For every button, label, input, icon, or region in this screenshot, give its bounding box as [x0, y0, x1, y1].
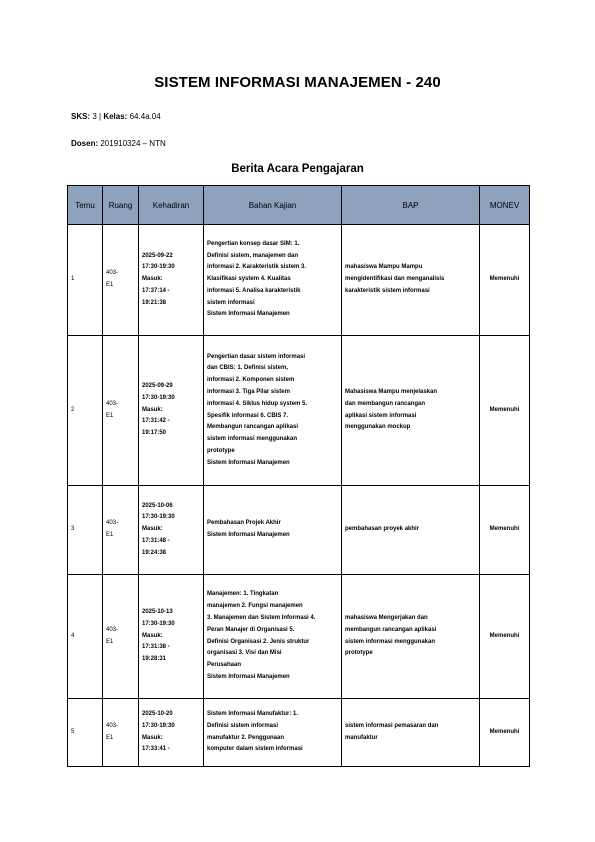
- cell-kehadiran-line: 17:31:42 -: [142, 418, 170, 425]
- cell-bahan-kajian-line: Sistem Informasi Manajemen: [207, 532, 290, 538]
- cell-bahan-kajian-line: Peran Manajer di Organisasi 5.: [207, 626, 295, 633]
- cell-bahan-kajian-line: Klasifikasi system 4. Kualitas: [207, 276, 291, 283]
- cell-kehadiran: [139, 225, 204, 336]
- cell-bap: [342, 225, 480, 336]
- cell-bap: [342, 575, 480, 699]
- dosen-label: Dosen:: [71, 139, 99, 148]
- header-kehadiran: Kehadiran: [139, 186, 204, 225]
- cell-ruang-line: E1: [106, 412, 114, 419]
- cell-kehadiran: [139, 699, 204, 767]
- cell-bap-line: mahasiswa Mengerjakan dan: [345, 614, 428, 621]
- lecturer-info: [71, 139, 166, 148]
- cell-bahan-kajian-line: dan CBIS: 1. Definisi sistem,: [207, 365, 289, 372]
- cell-bahan-kajian-line: komputer dalam sistem informasi: [207, 746, 303, 753]
- kelas-value: 64.4a.04: [127, 112, 161, 121]
- sks-value: 3 |: [90, 112, 104, 121]
- cell-temu: 5: [68, 699, 103, 767]
- cell-bahan-kajian-line: prototype: [207, 447, 235, 454]
- cell-bahan-kajian-line: Sistem Informasi Manajemen: [207, 673, 290, 680]
- cell-kehadiran-line: 19:28:31: [142, 656, 167, 663]
- cell-kehadiran-line: 17:33:41 -: [142, 746, 170, 753]
- cell-temu: 1: [68, 225, 103, 336]
- cell-ruang-line: 403-: [106, 626, 119, 633]
- cell-kehadiran-line: Masuk:: [142, 632, 163, 639]
- cell-bap-line: Mahasiswa Mampu menjelaskan: [345, 388, 438, 395]
- cell-bahan-kajian-line: Sistem Informasi Manajemen: [207, 311, 290, 318]
- cell-bahan-kajian-line: Perusahaan: [207, 662, 242, 669]
- cell-bap-line: prototype: [345, 650, 373, 657]
- cell-kehadiran: [139, 575, 204, 699]
- cell-temu: 2: [68, 336, 103, 486]
- cell-kehadiran-line: 19:21:38: [142, 299, 167, 306]
- cell-kehadiran-line: Masuk:: [142, 276, 163, 283]
- cell-kehadiran-line: 17:30-19:30: [142, 722, 175, 729]
- teaching-record-table: [67, 185, 530, 767]
- cell-kehadiran-line: 2025-10-13: [142, 609, 173, 615]
- cell-bahan-kajian: [204, 225, 342, 336]
- table-row: [68, 336, 530, 486]
- cell-bahan-kajian-line: Sistem Informasi Manufaktur: 1.: [207, 710, 299, 717]
- cell-bahan-kajian-line: Spesifik informasi 6. CBIS 7.: [207, 412, 289, 419]
- cell-bahan-kajian-line: informasi 2. Karakteristik sistem 3.: [207, 264, 307, 271]
- cell-bahan-kajian: [204, 575, 342, 699]
- cell-kehadiran-line: 17:31:38 -: [142, 644, 170, 651]
- header-bahan-kajian: Bahan Kajian: [204, 186, 342, 225]
- cell-bahan-kajian-line: informasi 3. Tiga Pilar sistem: [207, 388, 290, 395]
- cell-kehadiran-line: 2025-10-06: [142, 502, 173, 509]
- cell-bap-line: karakteristik sistem informasi: [345, 287, 430, 294]
- cell-bap: [342, 699, 480, 767]
- cell-bahan-kajian-line: Definisi Organisasi 2. Jenis struktur: [207, 638, 310, 645]
- cell-bap: [342, 486, 480, 575]
- cell-bahan-kajian: [204, 699, 342, 767]
- cell-ruang-line: E1: [106, 734, 114, 741]
- cell-kehadiran-line: 19:17:50: [142, 430, 167, 437]
- course-info: [71, 112, 161, 121]
- cell-bahan-kajian-line: organisasi 3. Visi dan Misi: [207, 650, 282, 657]
- cell-bap: [342, 336, 480, 486]
- cell-kehadiran-line: 19:24:38: [142, 549, 167, 556]
- cell-bahan-kajian-line: sistem informasi menggunakan: [207, 436, 298, 443]
- cell-ruang-line: 403-: [106, 520, 119, 527]
- cell-bahan-kajian-line: informasi 2. Komponen sistem: [207, 377, 295, 384]
- cell-bahan-kajian-line: manufaktur 2. Penggunaan: [207, 734, 285, 741]
- cell-bap-line: menggunakan mockup: [345, 424, 411, 431]
- cell-bahan-kajian-line: Pengertian dasar sistem informasi: [207, 353, 306, 360]
- cell-bap-line: dan membangun rancangan: [345, 400, 426, 407]
- cell-kehadiran: [139, 486, 204, 575]
- cell-monev: Memenuhi: [480, 575, 530, 699]
- cell-ruang-line: 403-: [106, 400, 119, 407]
- cell-bahan-kajian-line: Definisi sistem informasi: [207, 722, 279, 729]
- cell-bahan-kajian-line: Membangun rancangan aplikasi: [207, 424, 299, 431]
- cell-bap-line: pembahasan proyek akhir: [345, 526, 420, 533]
- cell-bahan-kajian-line: Manajemen: 1. Tingkatan: [207, 591, 279, 598]
- header-monev: MONEV: [480, 186, 530, 225]
- table-row: [68, 486, 530, 575]
- cell-ruang: [103, 486, 139, 575]
- cell-bahan-kajian-line: Sistem Informasi Manajemen: [207, 459, 290, 466]
- cell-ruang-line: E1: [106, 638, 114, 645]
- cell-bap-line: sistem informasi menggunakan: [345, 638, 436, 645]
- cell-bap-line: mahasiswa Mampu Mampu: [345, 264, 423, 271]
- cell-bap-line: sistem informasi pemasaran dan: [345, 722, 439, 729]
- cell-temu: 4: [68, 575, 103, 699]
- cell-bahan-kajian-line: sistem informasi: [207, 299, 255, 306]
- cell-kehadiran-line: 17:31:48 -: [142, 537, 170, 544]
- section-title: Berita Acara Pengajaran: [231, 163, 364, 175]
- cell-ruang-line: 403-: [106, 722, 119, 729]
- cell-bahan-kajian-line: informasi 4. Siklus hidup system 5.: [207, 400, 308, 407]
- cell-kehadiran-line: 17:30-19:30: [142, 394, 175, 401]
- cell-kehadiran-line: 2025-09-29: [142, 383, 173, 389]
- cell-bahan-kajian-line: Pembahasan Projek Akhir: [207, 520, 281, 527]
- cell-kehadiran: [139, 336, 204, 486]
- cell-ruang: [103, 575, 139, 699]
- dosen-value: 201910324 – NTN: [98, 139, 166, 148]
- cell-monev: Memenuhi: [480, 486, 530, 575]
- cell-bahan-kajian-line: 3. Manajemen dan Sistem Informasi 4.: [207, 614, 316, 621]
- cell-bahan-kajian: [204, 486, 342, 575]
- cell-kehadiran-line: 17:30-19:30: [142, 264, 175, 271]
- cell-kehadiran-line: 2025-10-20: [142, 710, 173, 717]
- header-ruang: Ruang: [103, 186, 139, 225]
- cell-monev: Memenuhi: [480, 699, 530, 767]
- table-header-row: [68, 186, 530, 225]
- cell-monev: Memenuhi: [480, 336, 530, 486]
- cell-bap-line: manufaktur: [345, 734, 378, 741]
- cell-bahan-kajian-line: Definisi sistem, manajemen dan: [207, 252, 299, 259]
- cell-bap-line: mengidentifikasi dan menganalisis: [345, 276, 445, 283]
- cell-ruang: [103, 336, 139, 486]
- cell-bahan-kajian-line: Pengertian konsep dasar SIM: 1.: [207, 240, 300, 247]
- cell-kehadiran-line: 17:30-19:30: [142, 620, 175, 627]
- table-row: [68, 699, 530, 767]
- header-bap: BAP: [342, 186, 480, 225]
- cell-kehadiran-line: 2025-09-22: [142, 252, 173, 259]
- cell-bap-line: membangun rancangan aplikasi: [345, 626, 437, 633]
- cell-kehadiran-line: Masuk:: [142, 734, 163, 741]
- cell-kehadiran-line: Masuk:: [142, 406, 163, 413]
- cell-ruang: [103, 699, 139, 767]
- sks-label: SKS:: [71, 112, 91, 121]
- cell-monev: Memenuhi: [480, 225, 530, 336]
- cell-ruang-line: E1: [106, 282, 114, 288]
- cell-ruang-line: E1: [106, 532, 114, 538]
- page-title: SISTEM INFORMASI MANAJEMEN - 240: [154, 74, 441, 91]
- cell-ruang-line: 403-: [106, 270, 119, 277]
- cell-kehadiran-line: 17:30-19:30: [142, 514, 175, 521]
- table-row: [68, 225, 530, 336]
- cell-kehadiran-line: Masuk:: [142, 526, 163, 533]
- cell-bahan-kajian-line: informasi 5. Analisa karakteristik: [207, 287, 301, 294]
- cell-bahan-kajian: [204, 336, 342, 486]
- header-temu: Temu: [68, 186, 103, 225]
- cell-bahan-kajian-line: manajemen 2. Fungsi manajemen: [207, 603, 303, 610]
- cell-temu: 3: [68, 486, 103, 575]
- cell-bap-line: aplikasi sistem informasi: [345, 412, 417, 419]
- kelas-label: Kelas:: [103, 112, 128, 121]
- cell-kehadiran-line: 17:37:14 -: [142, 287, 170, 294]
- table-row: [68, 575, 530, 699]
- cell-ruang: [103, 225, 139, 336]
